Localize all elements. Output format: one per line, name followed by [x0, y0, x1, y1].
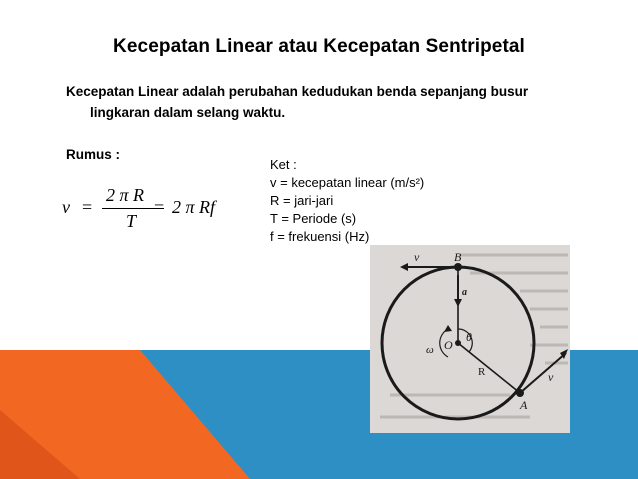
ket-item: T = Periode (s)	[270, 211, 357, 226]
label-theta: θ	[466, 330, 472, 344]
definition-line-2: lingkaran dalam selang waktu.	[90, 105, 286, 120]
definition-line-1: Kecepatan Linear adalah perubahan kedudukan benda sepanjang busur	[66, 84, 529, 99]
label-accel: a	[462, 287, 467, 298]
label-omega: ω	[426, 344, 434, 356]
radius-line-a	[458, 343, 520, 393]
slide-title: Kecepatan Linear atau Kecepatan Sentripetal	[113, 36, 525, 57]
omega-arrowhead	[444, 325, 452, 332]
definition-text	[66, 81, 566, 123]
formula-rhs: 2 π Rf	[172, 197, 216, 217]
center-point	[455, 340, 461, 346]
ket-header: Ket :	[270, 157, 297, 172]
label-velocity-a: v	[548, 370, 554, 384]
formula-denominator: T	[126, 211, 137, 231]
ket-legend	[270, 156, 424, 246]
formula	[62, 185, 242, 235]
velocity-arrowhead-b	[400, 263, 408, 271]
diagram-svg	[370, 245, 570, 433]
formula-lhs: v	[62, 197, 70, 217]
label-velocity-b: v	[414, 250, 420, 264]
background-text-lines	[380, 255, 568, 417]
formula-numerator: 2 π R	[106, 185, 145, 205]
label-a: A	[520, 398, 528, 412]
label-b: B	[454, 250, 462, 264]
label-center: O	[444, 338, 453, 352]
formula-eq1: =	[82, 197, 93, 217]
formula-eq2: =	[154, 197, 165, 217]
ket-item: R = jari-jari	[270, 193, 334, 208]
circular-motion-diagram	[370, 245, 570, 433]
rumus-label: Rumus :	[66, 147, 120, 162]
ket-item: v = kecepatan linear (m/s²)	[270, 175, 425, 190]
ket-item: f = frekuensi (Hz)	[270, 229, 370, 244]
label-radius: R	[478, 366, 486, 378]
accel-arrowhead	[454, 299, 462, 307]
point-b	[454, 263, 462, 271]
point-a	[516, 389, 524, 397]
